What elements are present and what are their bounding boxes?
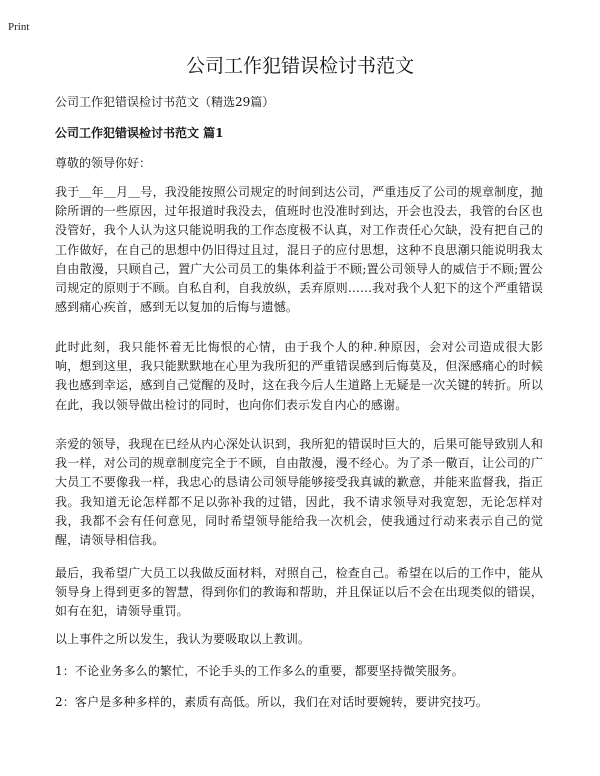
document-subtitle: 公司工作犯错误检讨书范文（精选29篇） (55, 95, 275, 109)
paragraph-2: 此时此刻，我只能怀着无比悔恨的心情，由于我个人的种.种原因，会对公司造成很大影响，想到这里，我只能默默地在心里为我所犯的严重错误感到后悔莫及，但深感痛心的时候我也感到幸运，感到自己觉醒的及时，这在我今后人生道路上无疑是一次关键的转折。所以在此，我以领导做出检讨的同时，也向你们表示发自内心的感谢。 (55, 340, 543, 412)
paragraph-5: 以上事件之所以发生，我认为要吸取以上教训。 (55, 632, 311, 646)
paragraph-4: 最后，我希望广大员工以我做反面材料，对照自己，检查自己。希望在以后的工作中，能从领导身上得到更多的智慧，得到你们的教诲和帮助，并且保证以后不会在出现类似的错误，如有在犯，请领导重罚。 (55, 566, 543, 619)
greeting: 尊敬的领导你好： (55, 156, 152, 170)
paragraph-3: 亲爱的领导，我现在已经从内心深处认识到，我所犯的错误时巨大的，后果可能导致别人和我一样，对公司的规章制度完全于不顾，自由散漫，漫不经心。为了杀一儆百，让公司的广大员工不要像我一样，我忠心的恳请公司领导能够接受我真诚的歉意，并能来监督我，指正我。我知道无论怎样都不足以弥补我的过错，因此，我不请求领导对我宽恕，无论怎样对我，我都不会有任何意见，同时希望领导能给我一次机会，使我通过行动来表示自己的觉醒，请领导相信我。 (55, 437, 543, 548)
section-heading: 公司工作犯错误检讨书范文 篇1 (55, 126, 224, 140)
paragraph-1: 我于＿年＿月＿号，我没能按照公司规定的时间到达公司，严重违反了公司的规章制度，抛除所谓的一些原因，过年报道时我没去，值班时也没准时到达，开会也没去，我管的台区也没管好，我个人认为这只能说明我的工作态度极不认真，对工作责任心欠缺，没有把自己的工作做好，在自己的思想中仍旧得过且过，混日子的应付思想，这种不良思潮只能说明我太自由散漫，只顾自己，置广大公司员工的集体利益于不顾;置公司领导人的威信于不顾;置公司规定的原则于不顾。自私自利，自我放纵，丢弃原则……我对我个人犯下的这个严重错误感到痛心疾首，感到无以复加的后悔与遗憾。 (55, 185, 543, 315)
print-label: Print (8, 21, 30, 33)
paragraph-6: 1：不论业务多么的繁忙，不论手头的工作多么的重要，都要坚持微笑服务。 (55, 664, 464, 678)
document-title: 公司工作犯错误检讨书范文 (185, 55, 414, 77)
paragraph-7: 2：客户是多种多样的，素质有高低。所以，我们在对话时要婉转，要讲究技巧。 (55, 695, 489, 709)
